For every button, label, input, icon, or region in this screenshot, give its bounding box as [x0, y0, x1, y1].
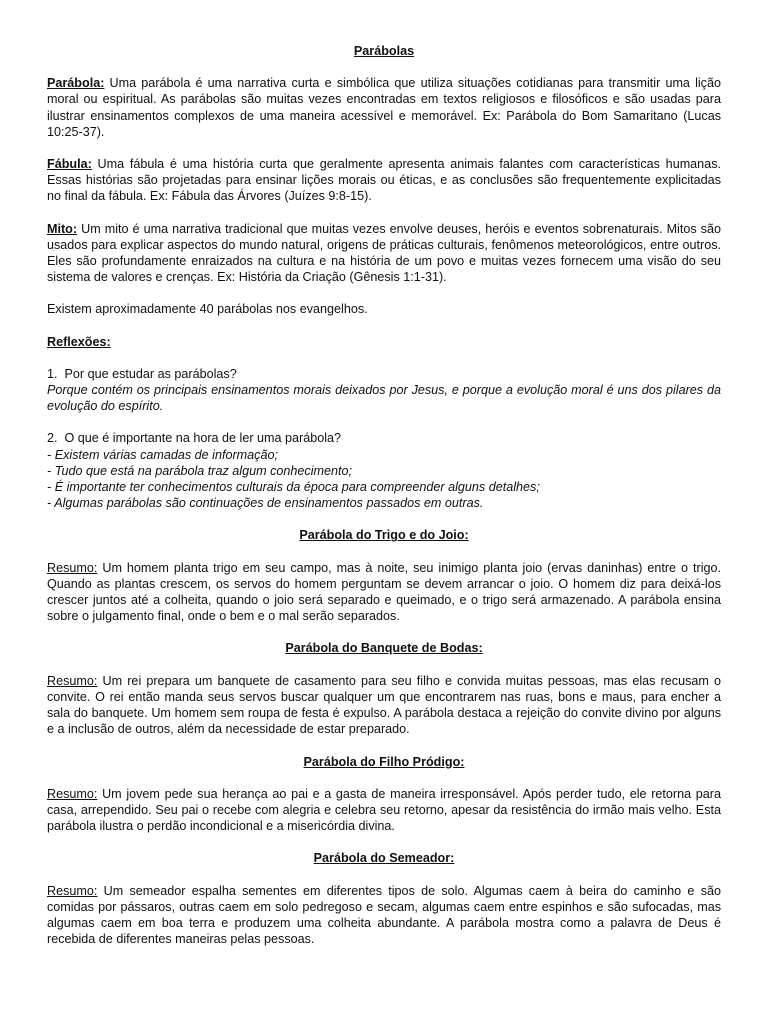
definition-text: Uma parábola é uma narrativa curta e simbólica que utiliza situações cotidianas para transmitir uma lição moral ou espiritual. As parábolas são muitas vezes encontradas em textos religiosos e filosóficos e são usadas para ilustrar ensinamentos complexos de uma maneira acessível e memorável. Ex: Parábola do Bom Samaritano (Lucas 10:25-37).	[47, 76, 721, 139]
summary-text: Um semeador espalha sementes em diferentes tipos de solo. Algumas caem à beira do caminho e são comidas por pássaros, outras caem em solo pedregoso e secam, algumas caem entre espinhos e são sufocadas, mas algumas caem em boa terra e produzem uma colheita abundante. A parábola mostra como a palavra de Deus é recebida de diferentes maneiras pelas pessoas.	[47, 883, 721, 947]
parable-title-trigo: Parábola do Trigo e do Joio:	[299, 528, 469, 543]
definition-parabola	[47, 75, 721, 140]
question-text: 1. Por que estudar as parábolas?	[47, 366, 237, 381]
definition-text: Uma fábula é uma história curta que geralmente apresenta animais falantes com características humanas. Essas histórias são projetadas para ensinar lições morais ou éticas, e as conclusões são frequentemente explicitadas no final da fábula. Ex: Fábula das Árvores (Juízes 9:8-15).	[47, 157, 721, 204]
definition-term: Mito:	[47, 221, 78, 236]
answer-text: Porque contém os principais ensinamentos morais deixados por Jesus, e porque a evolução moral é uns dos pilares da evolução do espírito.	[47, 383, 721, 414]
parable-summary-filho-prodigo	[47, 786, 721, 835]
reflection-question-1	[47, 366, 721, 415]
summary-text: Um homem planta trigo em seu campo, mas à noite, seu inimigo planta joio (ervas daninhas) entre o trigo. Quando as plantas crescem, os servos do homem perguntam se devem arrancar o joio. O homem diz para deixá-los crescer juntos até a colheita, quando o joio será separado e queimado, e o trigo será armazenado. A parábola ensina sobre o julgamento final, onde o bem e o mal serão separados.	[47, 560, 721, 624]
definition-term: Fábula:	[47, 157, 92, 172]
parable-summary-trigo	[47, 560, 721, 625]
list-item: - Tudo que está na parábola traz algum conhecimento;	[47, 463, 352, 478]
list-item: - É importante ter conhecimentos culturais da época para compreender alguns detalhes;	[47, 480, 540, 495]
summary-label: Resumo:	[47, 786, 98, 801]
summary-text: Um rei prepara um banquete de casamento para seu filho e convida muitas pessoas, mas elas recusam o convite. O rei então manda seus servos buscar qualquer um que encontrarem nas ruas, bons e maus, para encher a sala do banquete. Um homem sem roupa de festa é expulso. A parábola destaca a rejeição do convite divino por alguns e a inclusão de outros, além da necessidade de estar preparado.	[47, 673, 721, 737]
parable-count-note: Existem aproximadamente 40 parábolas nos evangelhos.	[47, 302, 368, 317]
parable-title-filho-prodigo: Parábola do Filho Pródigo:	[303, 754, 465, 769]
parable-summary-banquete	[47, 673, 721, 738]
definition-term: Parábola:	[47, 76, 105, 91]
list-item: - Algumas parábolas são continuações de ensinamentos passados em outras.	[47, 496, 484, 511]
summary-text: Um jovem pede sua herança ao pai e a gasta de maneira irresponsável. Após perder tudo, ele retorna para casa, arrependido. Seu pai o recebe com alegria e celebra seu retorno, apesar da resistência do irmão mais velho. Esta parábola ilustra o perdão incondicional e a misericórdia divina.	[47, 786, 721, 834]
answer-list	[47, 447, 721, 512]
summary-label: Resumo:	[47, 883, 98, 898]
definition-fabula	[47, 156, 721, 205]
list-item: - Existem várias camadas de informação;	[47, 447, 278, 462]
definition-mito	[47, 221, 721, 286]
reflections-heading: Reflexões:	[47, 334, 111, 349]
parable-title-banquete: Parábola do Banquete de Bodas:	[285, 641, 483, 656]
reflection-question-2	[47, 430, 721, 511]
summary-label: Resumo:	[47, 560, 98, 575]
summary-label: Resumo:	[47, 673, 98, 688]
definition-text: Um mito é uma narrativa tradicional que muitas vezes envolve deuses, heróis e eventos sobrenaturais. Mitos são usados para explicar aspectos do mundo natural, origens de práticas culturais, fenômenos meteorológicos, entre outros. Eles são profundamente enraizados na cultura e na história de um povo e muitas vezes fornecem uma visão do seu sistema de valores e crenças. Ex: História da Criação (Gênesis 1:1-31).	[47, 221, 721, 285]
parable-title-semeador: Parábola do Semeador:	[313, 851, 455, 866]
document-title: Parábolas	[353, 44, 415, 58]
parable-summary-semeador	[47, 883, 721, 948]
question-text: 2. O que é importante na hora de ler uma parábola?	[47, 431, 342, 446]
